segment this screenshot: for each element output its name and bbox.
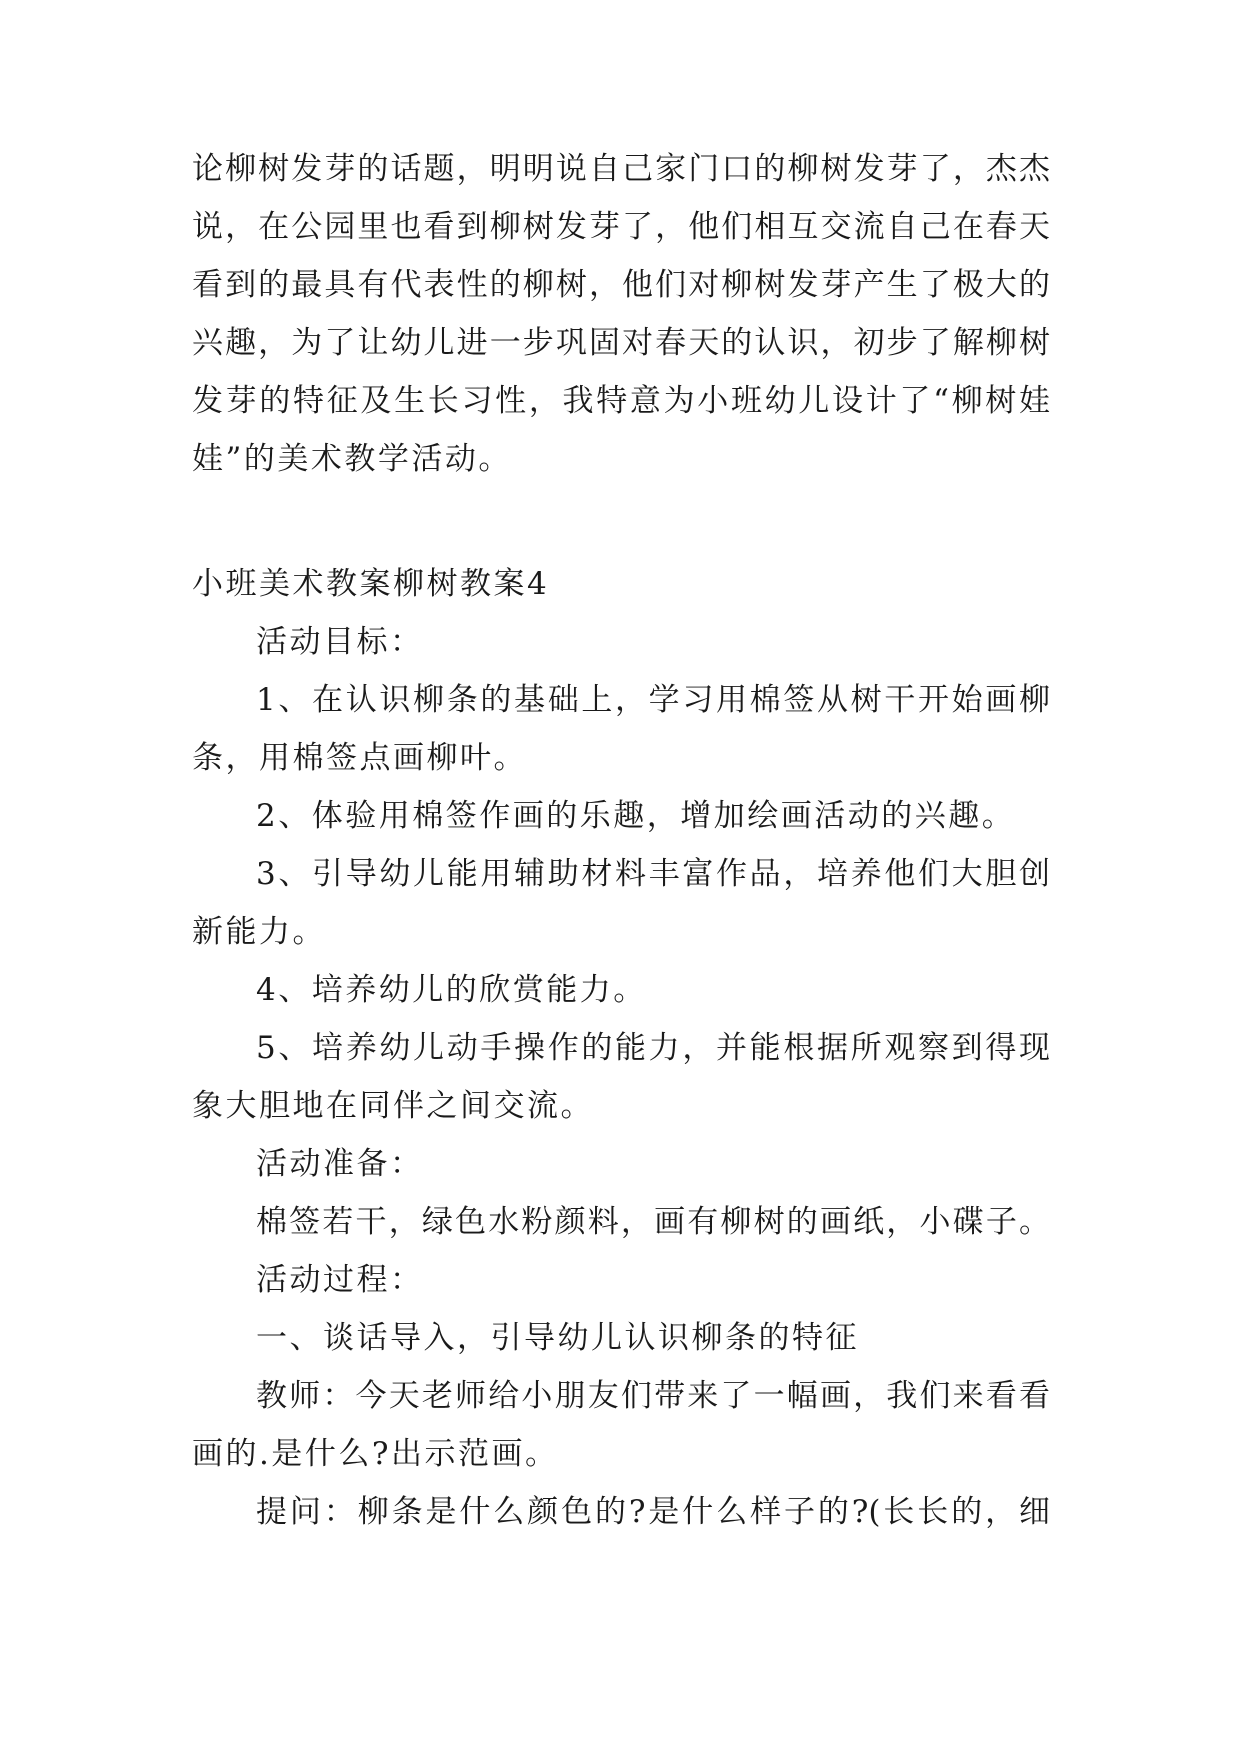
- teacher-line-1: 教师：今天老师给小朋友们带来了一幅画，我们来看看: [256, 1378, 1050, 1414]
- goal-3-line-2: 新能力。: [192, 914, 326, 950]
- step-1-heading: 一、谈话导入，引导幼儿认识柳条的特征: [256, 1320, 859, 1356]
- prep-heading: 活动准备：: [256, 1146, 424, 1182]
- process-heading: 活动过程：: [256, 1262, 424, 1298]
- goals-heading: 活动目标：: [256, 624, 424, 660]
- intro-line-2: 说，在公园里也看到柳树发芽了，他们相互交流自己在春天: [192, 209, 1050, 245]
- intro-line-6: 娃”的美术教学活动。: [192, 441, 512, 477]
- intro-line-4: 兴趣，为了让幼儿进一步巩固对春天的认识，初步了解柳树: [192, 325, 1050, 361]
- goal-5-line-2: 象大胆地在同伴之间交流。: [192, 1088, 594, 1124]
- intro-line-3: 看到的最具有代表性的柳树，他们对柳树发芽产生了极大的: [192, 267, 1050, 303]
- goal-4: 4、培养幼儿的欣赏能力。: [256, 972, 647, 1008]
- goal-1-line-1: 1、在认识柳条的基础上，学习用棉签从树干开始画柳: [256, 682, 1050, 718]
- intro-line-5: 发芽的特征及生长习性，我特意为小班幼儿设计了“柳树娃: [192, 383, 1050, 419]
- prep-text: 棉签若干，绿色水粉颜料，画有柳树的画纸，小碟子。: [256, 1204, 1050, 1240]
- goal-5-line-1: 5、培养幼儿动手操作的能力，并能根据所观察到得现: [256, 1030, 1050, 1066]
- intro-line-1: 论柳树发芽的话题，明明说自己家门口的柳树发芽了，杰杰: [192, 151, 1050, 187]
- goal-1-line-2: 条，用棉签点画柳叶。: [192, 740, 527, 776]
- goal-3-line-1: 3、引导幼儿能用辅助材料丰富作品，培养他们大胆创: [256, 856, 1050, 892]
- section-title: 小班美术教案柳树教案4: [192, 566, 550, 602]
- teacher-line-2: 画的.是什么?出示范画。: [192, 1436, 559, 1472]
- question-line: 提问：柳条是什么颜色的?是什么样子的?(长长的，细: [256, 1494, 1050, 1530]
- goal-2: 2、体验用棉签作画的乐趣，增加绘画活动的兴趣。: [256, 798, 1016, 834]
